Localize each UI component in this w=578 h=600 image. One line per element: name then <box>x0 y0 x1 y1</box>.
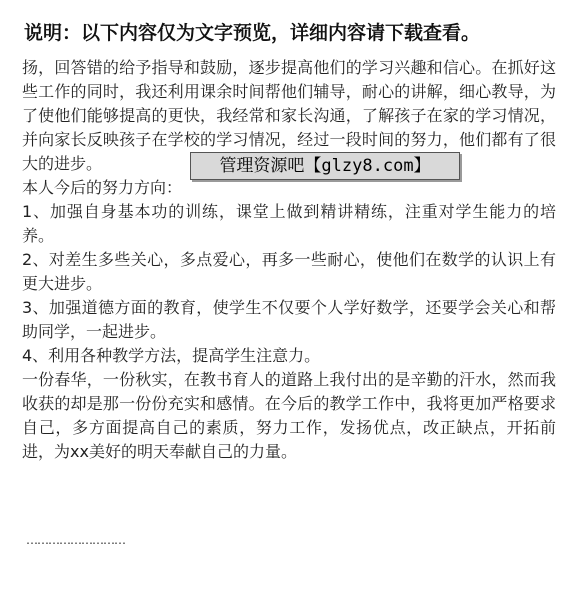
paragraph-3: 1、加强自身基本功的训练，课堂上做到精讲精练，注重对学生能力的培养。 <box>22 202 556 245</box>
paragraph-4: 2、对差生多些关心，多点爱心，再多一些耐心，使他们在数学的认识上有更大进步。 <box>22 250 556 293</box>
document-body <box>22 56 556 464</box>
preview-notice: 说明：以下内容仅为文字预览，详细内容请下载查看。 <box>24 22 481 44</box>
paragraph-6: 4、利用各种教学方法，提高学生注意力。 <box>22 346 321 365</box>
paragraph-1: 扬，回答错的给予指导和鼓励，逐步提高他们的学习兴趣和信心。在抓好这些工作的同时，我还利用课余时间帮他们辅导，耐心的讲解，细心教导，为了使他们能够提高的更快，我经常和家长沟通，了解孩子在家的学习情况，并向家长反映孩子在学校的学习情况，经过一段时间的努力，他们都有了很大的进步。 <box>22 58 556 173</box>
watermark-banner: 管理资源吧【glzy8.com】 <box>190 152 460 180</box>
ellipsis-dots: ……………………… <box>26 533 125 547</box>
paragraph-7: 一份春华，一份秋实，在教书育人的道路上我付出的是辛勤的汗水，然而我收获的却是那一份份充实和感情。在今后的教学工作中，我将更加严格要求自己，多方面提高自己的素质，努力工作，发扬优点，改正缺点，开拓前进，为xx美好的明天奉献自己的力量。 <box>22 370 556 461</box>
paragraph-5: 3、加强道德方面的教育，使学生不仅要个人学好数学，还要学会关心和帮助同学，一起进步。 <box>22 298 556 341</box>
paragraph-2: 本人今后的努力方向： <box>22 178 183 197</box>
